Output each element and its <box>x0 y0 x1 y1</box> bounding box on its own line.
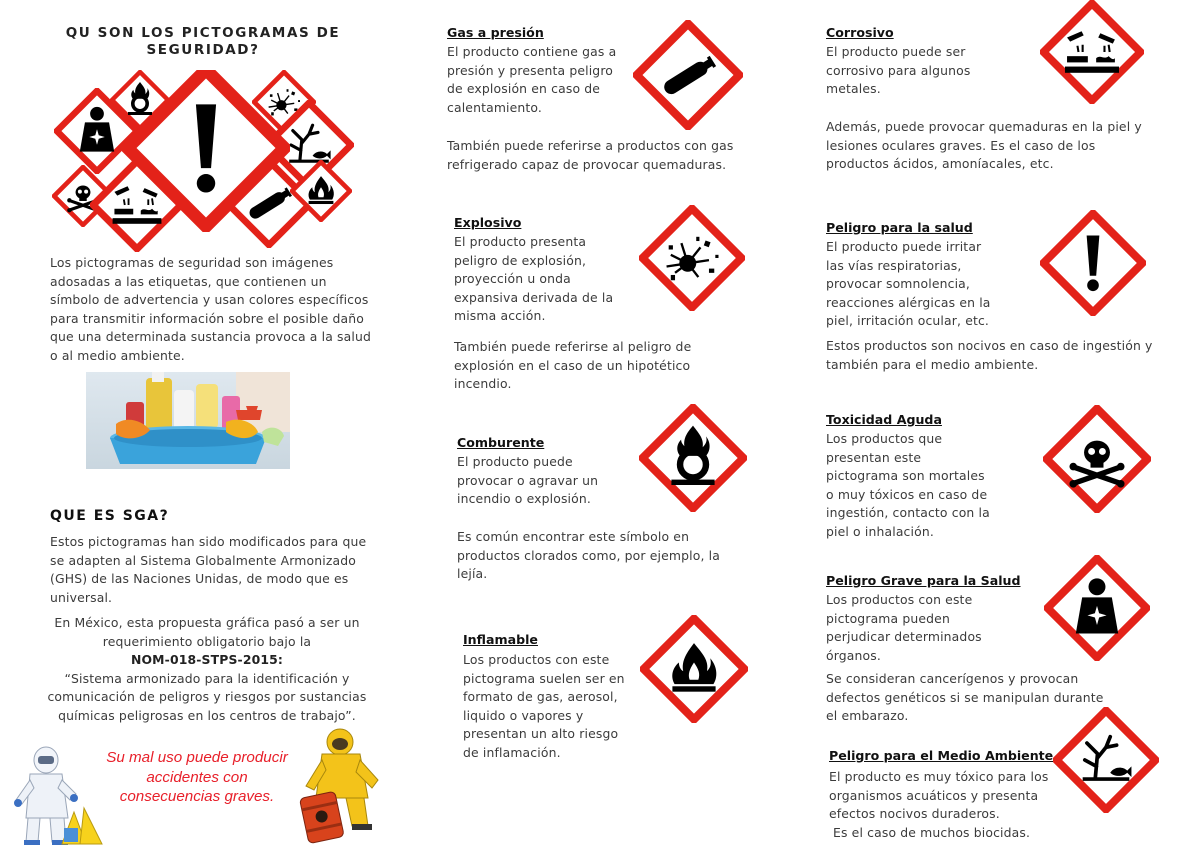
pictogram-collage <box>52 70 354 252</box>
skull-icon <box>1043 405 1151 513</box>
corrosive-extra: Además, puede provocar quemaduras en la piel y lesiones oculares graves. Es el caso de los productos ácidos, amoníacales, etc. <box>826 119 1142 172</box>
oxidizer-extra: Es común encontrar este símbolo en productos clorados como, por ejemplo, la lejía. <box>457 529 720 582</box>
explosive-icon <box>639 205 745 311</box>
health-title: Peligro para la salud <box>826 220 973 235</box>
misuse-warning: Su mal uso puede producir accidentes con consecuencias graves. <box>106 749 288 805</box>
sga-paragraph: Estos pictogramas han sido modificados para que se adapten al Sistema Globalmente Armonizado (GHS) de las Naciones Unidas, de modo que es universal. <box>50 534 367 605</box>
serious-health-description: Los productos con este pictograma pueden perjudicar determinados órganos. <box>826 592 982 663</box>
oxidizer-description: El producto puede provocar o agravar un incendio o explosión. <box>457 454 599 507</box>
explosive-description: El producto presenta peligro de explosión, proyección u onda expansiva derivada de la misma acción. <box>454 234 614 324</box>
corrosive-title: Corrosivo <box>826 25 894 40</box>
flammable-title: Inflamable <box>463 632 538 647</box>
gas-description: El producto contiene gas a presión y presenta peligro de explosión en caso de calentamiento. <box>447 44 617 115</box>
environment-icon <box>1053 707 1159 813</box>
environment-title: Peligro para el Medio Ambiente <box>829 748 1054 763</box>
environment-description: El producto es muy tóxico para los organismos acuáticos y presenta efectos nocivos duraderos. Es el caso de muchos biocidas. <box>829 769 1049 840</box>
mexico-paragraph: En México, esta propuesta gráfica pasó a ser un requerimiento obligatorio bajo la NOM-018-STPS-2015: “Sistema armonizado para la identificación y comunicación de peligros y riesgos por sustancias químicas peligrosas en los centros de trabajo”. <box>36 614 378 726</box>
oxidizer-icon <box>639 404 747 512</box>
toxicity-description: Los productos que presentan este pictograma son mortales o muy tóxicos en caso de ingestión, contacto con la piel o inhalación. <box>826 431 990 539</box>
gas-title: Gas a presión <box>447 25 544 40</box>
hazmat-barrel-illustration <box>294 728 386 846</box>
flame-icon <box>640 615 748 723</box>
norm-code: NOM-018-STPS-2015: <box>130 652 284 668</box>
health-description: El producto puede irritar las vías respiratorias, provocar somnolencia, reacciones alérgicas en la piel, irritación ocular, etc. <box>826 239 991 329</box>
toxicity-title: Toxicidad Aguda <box>826 412 942 427</box>
intro-paragraph: Los pictogramas de seguridad son imágenes adosadas a las etiquetas, que contienen un símbolo de advertencia y usan colores específicos para transmitir información sobre el posible daño que una determinada sustancia provoca a la salud o al medio ambiente. <box>50 255 372 363</box>
cleaning-products-photo <box>86 372 290 469</box>
exclamation-icon <box>1040 210 1146 316</box>
health-extra: Estos productos son nocivos en caso de ingestión y también para el medio ambiente. <box>826 338 1153 372</box>
explosive-extra: También puede referirse al peligro de explosión en el caso de un hipotético incendio. <box>454 339 692 392</box>
gas-cylinder-icon <box>633 20 743 130</box>
explosive-title: Explosivo <box>454 215 522 230</box>
health-hazard-icon <box>1044 555 1150 661</box>
serious-health-extra: Se consideran cancerígenos y provocan defectos genéticos si se manipulan durante el embarazo. <box>826 671 1104 724</box>
oxidizer-title: Comburente <box>457 435 545 450</box>
flammable-description: Los productos con este pictograma suelen ser en formato de gas, aerosol, liquido o vapores y presentan un alto riesgo de inflamación. <box>463 652 625 760</box>
corrosive-description: El producto puede ser corrosivo para algunos metales. <box>826 44 971 97</box>
gas-extra: También puede referirse a productos con gas refrigerado capaz de provocar quemaduras. <box>447 138 734 172</box>
page-title: QU SON LOS PICTOGRAMAS DE SEGURIDAD? <box>65 25 341 58</box>
sga-heading: QUE ES SGA? <box>50 508 170 524</box>
corrosive-icon <box>1040 0 1144 104</box>
serious-health-title: Peligro Grave para la Salud <box>826 573 1021 588</box>
